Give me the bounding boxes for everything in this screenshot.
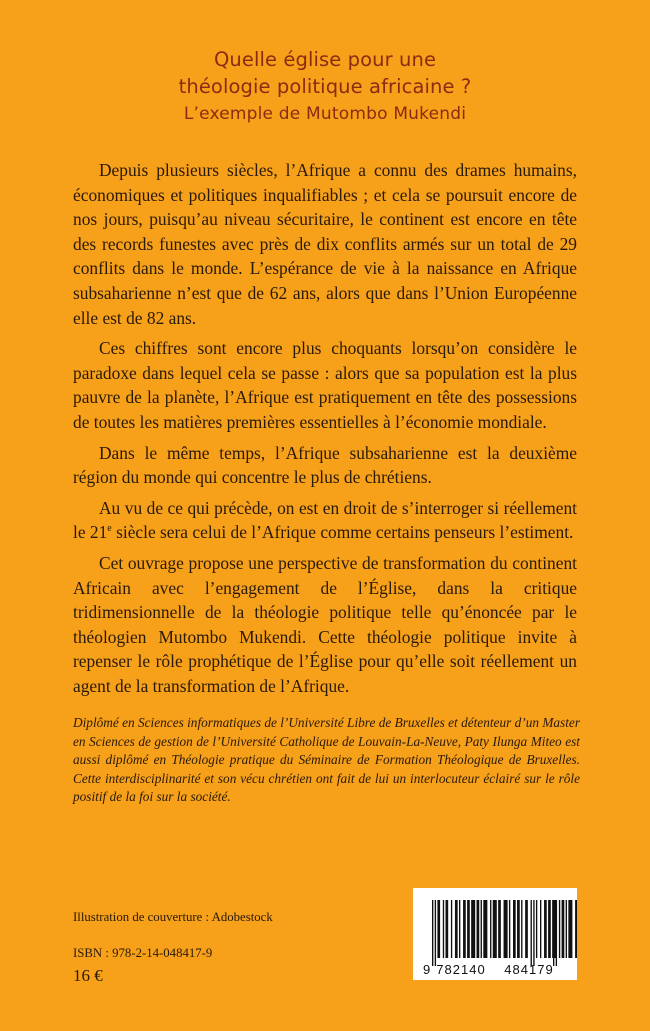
barcode-bar — [477, 900, 480, 958]
barcode-digits-group-2: 484179 — [504, 962, 554, 977]
barcode-bar — [568, 900, 572, 958]
barcode-bar — [553, 900, 554, 966]
barcode-bar — [559, 900, 560, 958]
barcode-bar — [509, 900, 510, 958]
barcode-bar — [556, 900, 557, 966]
paragraph-2: Ces chiffres sont encore plus choquants lorsqu’on considère le paradoxe dans lequel cela se passe : alors que sa population est la plus pauvre de la planète, l’Afrique est pratiquement en tête des possessions de toutes les matières premières essentielles à l’économie mondiale. — [73, 338, 577, 432]
barcode-digit-first: 9 — [423, 962, 431, 977]
barcode-bar — [471, 900, 475, 958]
barcode-bar — [525, 900, 528, 958]
barcode-bar — [504, 900, 508, 958]
barcode-bar — [459, 900, 460, 958]
barcode-bar — [446, 900, 449, 958]
header — [0, 46, 650, 127]
barcode-bar — [533, 900, 534, 966]
price: 16 € — [73, 966, 103, 985]
blurb — [73, 158, 577, 704]
paragraph-3: Dans le même temps, l’Afrique subsaharienne est la deuxième région du monde qui concentre le plus de chrétiens. — [73, 442, 577, 488]
title-line-1: Quelle église pour une — [213, 48, 437, 71]
barcode-bar — [536, 900, 537, 958]
barcode-bar — [544, 900, 547, 958]
barcode-bar — [521, 900, 522, 958]
barcode-bar — [517, 900, 520, 958]
barcode-bar — [432, 900, 433, 966]
barcode-digits-group-1: 782140 — [436, 962, 486, 977]
author-bio: Diplômé en Sciences informatiques de l’Université Libre de Bruxelles et détenteur d’un Master en Sciences de gestion de l’Université Catholique de Louvain-La-Neuve, Paty Ilunga Miteo est aussi diplômé en Théologie pratique du Séminaire de Formation Théologique de Bruxelles. Cette interdisciplinarité et son vécu chrétien ont fait de lui un interlocuteur éclairé sur le rôle positif de la foi sur la société. — [73, 715, 580, 805]
barcode-bar — [548, 900, 551, 958]
paragraph-4-part-a: Au vu de ce qui précède, on est en droit de s’interroger si réellement le 21 — [73, 497, 577, 543]
paragraph-5: Cet ouvrage propose une perspective de transformation du continent Africain avec l’engagement de l’Église, dans la critique tridimensionnelle de la théologie politique telle qu’énoncée par le théologien Mutombo Mukendi. Cette théologie politique invite à repenser le rôle prophétique de l’Église pour qu’elle soit réellement un agent de la transformation de l’Afrique. — [73, 552, 577, 696]
subtitle: L’exemple de Mutombo Mukendi — [183, 104, 467, 124]
barcode-bar — [540, 900, 541, 958]
barcode-bar — [437, 900, 440, 958]
isbn: ISBN : 978-2-14-048417-9 — [73, 946, 213, 960]
barcode-bar — [481, 900, 482, 958]
barcode-bar — [513, 900, 516, 958]
barcode-bar — [498, 900, 501, 958]
barcode-bar — [493, 900, 497, 958]
barcode — [413, 888, 577, 980]
barcode-bar — [566, 900, 567, 958]
barcode-bar — [443, 900, 444, 958]
barcode-graphic — [413, 888, 577, 980]
barcode-bar — [463, 900, 466, 958]
barcode-bar — [575, 900, 577, 958]
barcode-bar — [467, 900, 470, 958]
barcode-bar — [562, 900, 565, 958]
barcode-bar — [490, 900, 491, 958]
barcode-bar — [455, 900, 458, 958]
barcode-bar — [435, 900, 436, 966]
title-line-2: théologie politique africaine ? — [178, 75, 472, 98]
paragraph-4-part-b: siècle sera celui de l’Afrique comme certains penseurs l’estiment. — [111, 522, 574, 543]
barcode-bar — [483, 900, 487, 958]
barcode-bars — [432, 900, 577, 966]
barcode-bar — [451, 900, 452, 958]
paragraph-1: Depuis plusieurs siècles, l’Afrique a connu des drames humains, économiques et politiques inqualifiables ; et cela se poursuit encore de nos jours, puisqu’au niveau sécuritaire, le continent est encore en tête des records funestes avec près de dix conflits armés sur un total de 29 conflits dans le monde. L’espérance de vie à la naissance en Afrique subsaharienne n’est que de 62 ans, alors que dans l’Union Européenne elle est de 82 ans. — [73, 160, 577, 328]
ordinal-suffix: e — [107, 523, 112, 535]
barcode-bar — [531, 900, 532, 966]
cover-illustration-credit: Illustration de couverture : Adobestock — [73, 910, 273, 924]
paragraph-4 — [73, 496, 577, 545]
